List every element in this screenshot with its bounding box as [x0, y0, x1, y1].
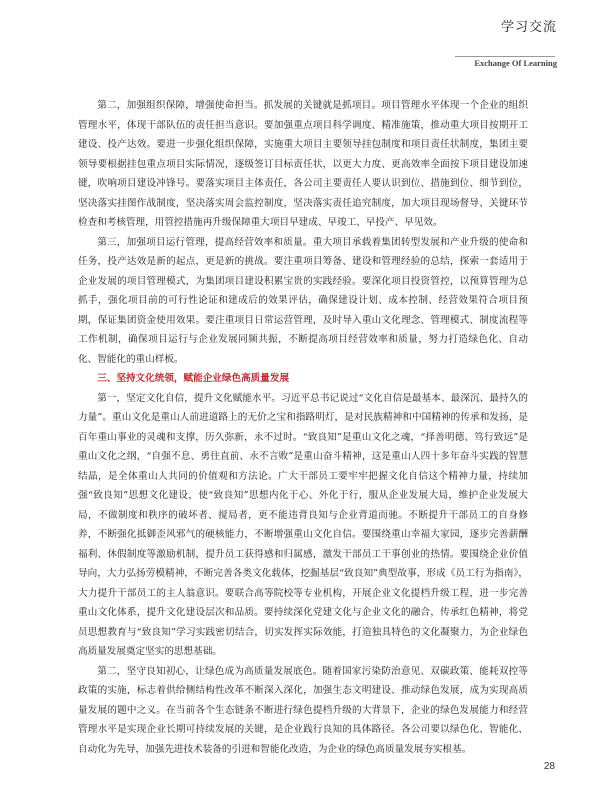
- paragraph: 第二，坚守良知初心，让绿色成为高质量发展底色。随着国家污染防治意见、双碳政策、能耗双控等政策的实施，标志着供给侧结构性改革不断深入深化，加强生态文明建设、推动绿色发展，成为实现高质量发展的题中之义。在当前各个生态链条不断进行绿色提档升级的大背景下，企业的绿色发展能力和经营管理水平是实现企业长期可持续发展的关键，是企业践行良知的具体路径。各公司要以绿色化、智能化、自动化为先导，加强先进技术装备的引进和智能化改造，为企业的绿色高质量发展夯实根基。: [78, 665, 528, 755]
- paragraph: 第三，加强项目运行管理，提高经营效率和质量。重大项目承载着集团转型发展和产业升级的使命和任务，投产达效是新的起点，更是新的挑战。要注重项目筹备、建设和管理经验的总结，探索一套适用于企业发展的项目管理模式，为集团项目建设积累宝贵的实践经验。要深化项目投资管控，以预算管理为总抓手，强化项目前的可行性论证和建成后的效果评估，确保建设计划、成本控制、经营效果符合项目预期，保证集团资金使用效果。要注重项目日常运营管理，及时导入重山文化理念、管理模式、制度流程等工作机制，确保项目运行与企业发展同频共振，不断提高项目经营效率和质量，努力打造绿色化、自动化、智能化的重山样板。: [78, 236, 528, 365]
- header-divider: [455, 56, 555, 57]
- section-subtitle: Exchange Of Learning: [474, 58, 557, 68]
- section-heading: 三、坚持文化统领，赋能企业绿色高质量发展: [97, 373, 290, 384]
- page-number: 28: [543, 761, 555, 772]
- section-title: 学习交流: [500, 20, 557, 35]
- paragraph: 第二，加强组织保障，增强使命担当。抓发展的关键就是抓项目。项目管理水平体现一个企业的组织管理水平，体现干部队伍的责任担当意识。要加强重点项目科学调度、精准施策，推动重大项目按期开工建设、投产达效。要进一步强化组织保障，实施重大项目主要领导挂包制度和项目责任状制度，集团主要领导要根据挂包重点项目实际情况，逐级签订目标责任状，以更大力度、更高效率全面按下项目建设加速键，吹响项目建设冲锋号。要落实项目主体责任，各公司主要责任人要认识到位、措施到位、细节到位，坚决落实挂图作战制度，坚决落实周会监控制度，坚决落实责任追究制度，加大项目现场督导、关键环节检查和考核管理，用管控措施再升级保障重大项目早建成、早竣工、早投产、早见效。: [78, 100, 528, 228]
- article-body: [78, 96, 528, 759]
- paragraph: 第一，坚定文化自信，提升文化赋能水平。习近平总书记说过“文化自信是最基本、最深沉、最持久的力量”。重山文化是重山人前进道路上的无价之宝和指路明灯，是对民族精神和中国精神的传承和发扬，是百年重山事业的灵魂和支撑，历久弥新，永不过时。“致良知”是重山文化之魂，“择善明德、笃行致远”是重山文化之纲，“自强不息、勇往直前、永不言败”是重山奋斗精神，这是重山人四十多年奋斗实践的智慧结晶，是全体重山人共同的价值观和方法论。广大干部员工要牢牢把握文化自信这个精神力量，持续加强“致良知”思想文化建设，使“致良知”思想内化于心、外化于行，服从企业发展大局，维护企业发展大局，不做制度和秩序的破坏者、搅局者，更不能违背良知与企业背道而驰。不断提升干部员工的自身修养，不断强化抵御歪风邪气的硬核能力，不断增强重山文化自信。要围绕重山幸福大家园，逐步完善薪酬福利、休假制度等激励机制，提升员工获得感和归属感，激发干部员工干事创业的热情。要围绕企业价值导向，大力弘扬劳模精神，不断完善各类文化载体，挖掘基层“致良知”典型故事，形成《员工行为指南》，大力提升干部员工的主人翁意识。要联合高等院校等专业机构，开展企业文化提档升级工程，进一步完善重山文化体系，提升文化建设层次和品质。要持续深化党建文化与企业文化的融合，传承红色精神，将党员思想教育与“致良知”学习实践密切结合，切实发挥实际效能，打造独具特色的文化凝聚力，为企业绿色高质量发展奠定坚实的思想基础。: [78, 392, 528, 657]
